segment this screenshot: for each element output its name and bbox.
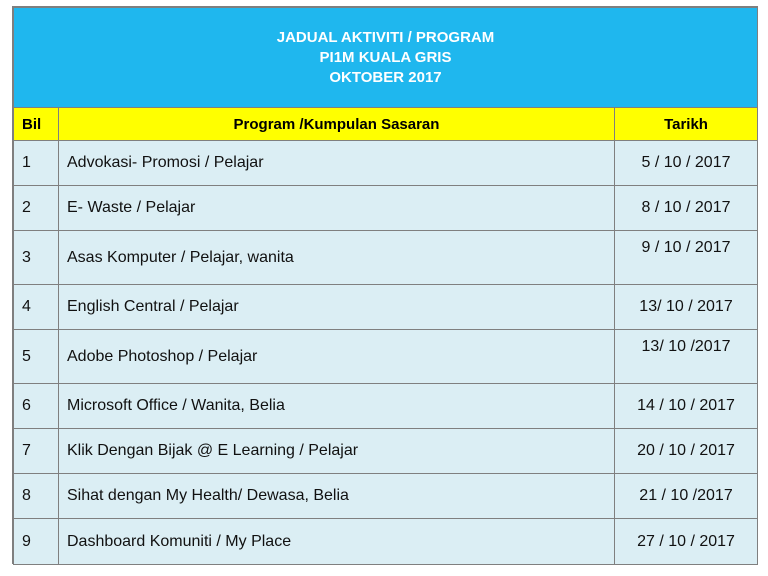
- row-program: E- Waste / Pelajar: [59, 186, 615, 231]
- row-number: 7: [14, 429, 59, 474]
- schedule-document: [12, 6, 758, 564]
- row-date: 27 / 10 / 2017: [615, 519, 758, 565]
- row-date: 13/ 10 /2017: [615, 330, 758, 384]
- column-header-program: Program /Kumpulan Sasaran: [59, 108, 615, 141]
- table-row: [14, 231, 758, 285]
- row-program: Advokasi- Promosi / Pelajar: [59, 141, 615, 186]
- row-program: Klik Dengan Bijak @ E Learning / Pelajar: [59, 429, 615, 474]
- row-number: 2: [14, 186, 59, 231]
- table-row: [14, 186, 758, 231]
- title-line-2: PI1M KUALA GRIS: [319, 49, 452, 66]
- header-row: [14, 108, 758, 141]
- row-date: 13/ 10 / 2017: [615, 285, 758, 330]
- column-header-tarikh: Tarikh: [615, 108, 758, 141]
- row-program: English Central / Pelajar: [59, 285, 615, 330]
- table-row: [14, 285, 758, 330]
- row-date: 8 / 10 / 2017: [615, 186, 758, 231]
- row-number: 6: [14, 384, 59, 429]
- row-date: 21 / 10 /2017: [615, 474, 758, 519]
- row-date: 9 / 10 / 2017: [615, 231, 758, 285]
- row-number: 3: [14, 231, 59, 285]
- column-header-bil: Bil: [14, 108, 59, 141]
- title-line-3: OKTOBER 2017: [329, 69, 442, 86]
- schedule-table: [13, 7, 758, 565]
- table-row: [14, 519, 758, 565]
- table-row: [14, 330, 758, 384]
- row-program: Microsoft Office / Wanita, Belia: [59, 384, 615, 429]
- row-number: 9: [14, 519, 59, 565]
- table-row: [14, 141, 758, 186]
- title-line-1: JADUAL AKTIVITI / PROGRAM: [276, 29, 495, 46]
- row-program: Adobe Photoshop / Pelajar: [59, 330, 615, 384]
- row-program: Asas Komputer / Pelajar, wanita: [59, 231, 615, 285]
- row-date: 20 / 10 / 2017: [615, 429, 758, 474]
- table-row: [14, 429, 758, 474]
- row-date: 14 / 10 / 2017: [615, 384, 758, 429]
- table-title: [14, 8, 758, 108]
- row-number: 1: [14, 141, 59, 186]
- row-number: 8: [14, 474, 59, 519]
- table-row: [14, 474, 758, 519]
- row-program: Dashboard Komuniti / My Place: [59, 519, 615, 565]
- row-number: 5: [14, 330, 59, 384]
- row-number: 4: [14, 285, 59, 330]
- row-date: 5 / 10 / 2017: [615, 141, 758, 186]
- row-program: Sihat dengan My Health/ Dewasa, Belia: [59, 474, 615, 519]
- table-row: [14, 384, 758, 429]
